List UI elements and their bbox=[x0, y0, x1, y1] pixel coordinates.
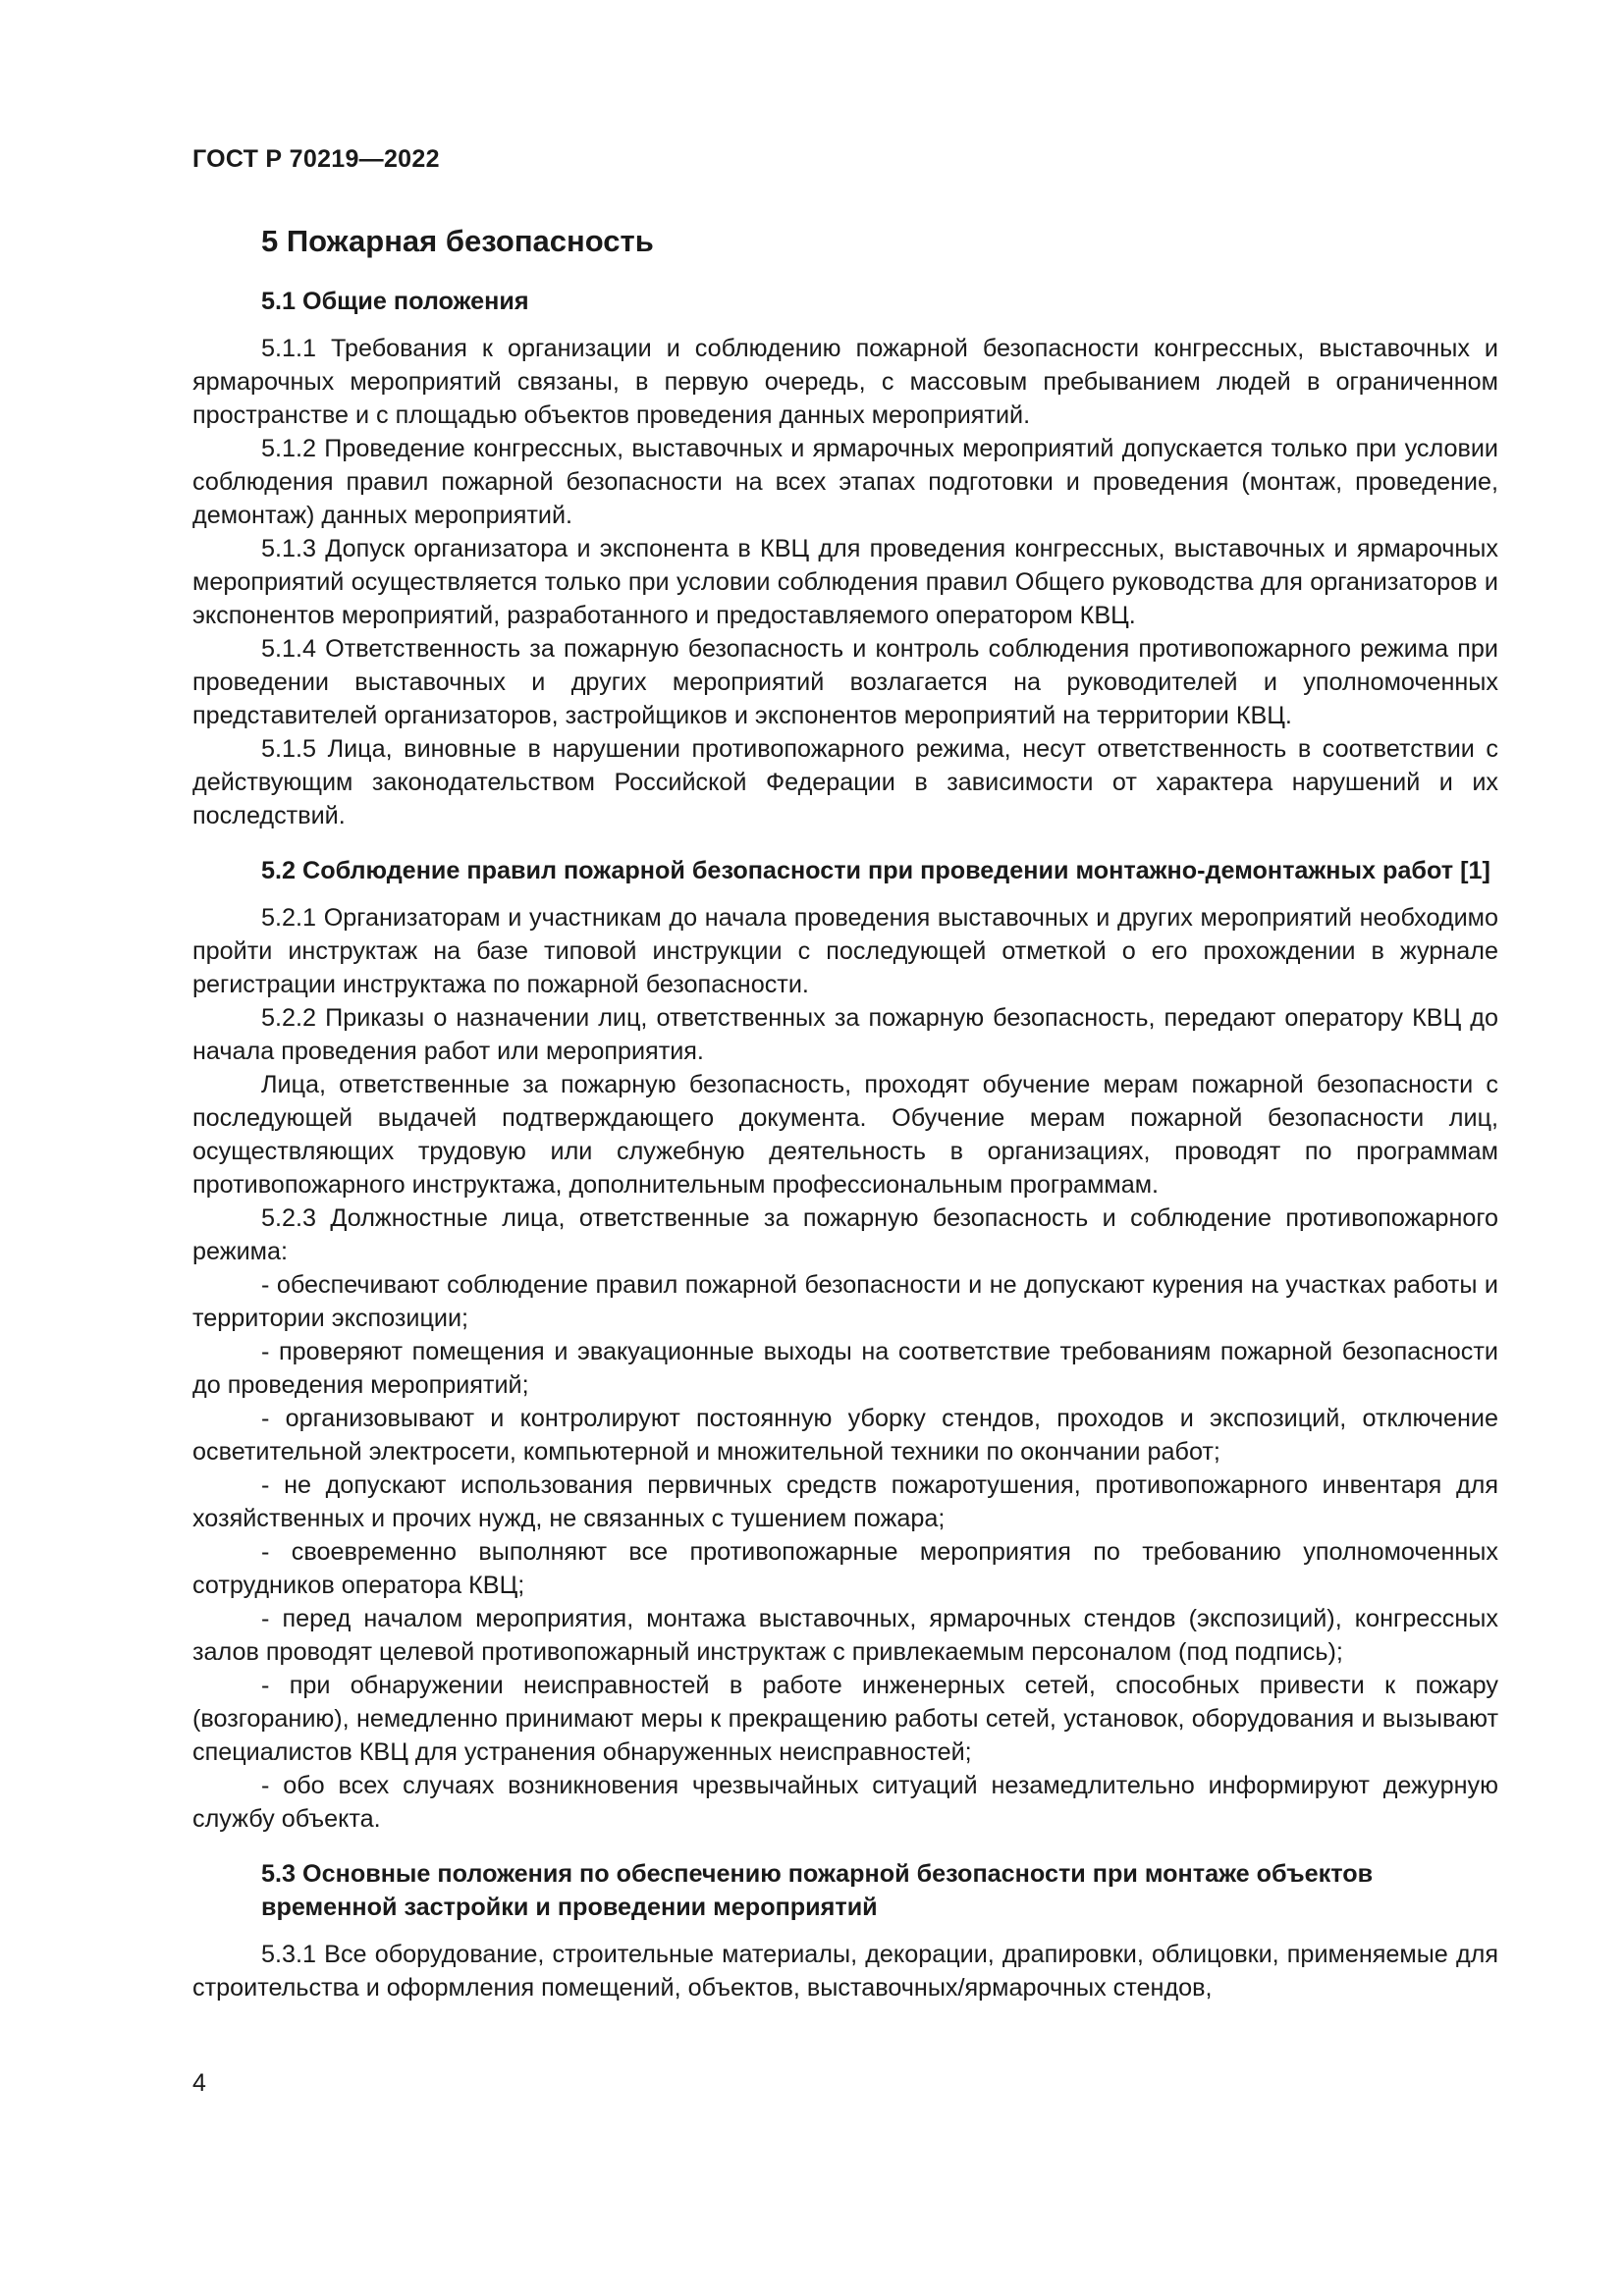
list-item: - обо всех случаях возникновения чрезвычайных ситуаций незамедлительно информируют дежурную службу объекта. bbox=[192, 1772, 1498, 1833]
paragraph-5-1-1: 5.1.1 Требования к организации и соблюдению пожарной безопасности конгрессных, выставочных и ярмарочных мероприятий связаны, в первую очередь, с массовым пребыванием людей в ограниченном пространстве и с площадью объектов проведения данных мероприятий. bbox=[192, 335, 1498, 429]
list-item: - организовывают и контролируют постоянную уборку стендов, проходов и экспозиций, отключение осветительной электросети, компьютерной и множительной техники по окончании работ; bbox=[192, 1405, 1498, 1466]
list-item: - проверяют помещения и эвакуационные выходы на соответствие требованиям пожарной безопасности до проведения мероприятий; bbox=[192, 1338, 1498, 1399]
paragraph-5-2-2: 5.2.2 Приказы о назначении лиц, ответственных за пожарную безопасность, передают оператору КВЦ до начала проведения работ или мероприятия. bbox=[192, 1004, 1498, 1065]
list-item: - обеспечивают соблюдение правил пожарной безопасности и не допускают курения на участках работы и территории экспозиции; bbox=[192, 1271, 1498, 1332]
paragraph-5-2-1: 5.2.1 Организаторам и участникам до начала проведения выставочных и других мероприятий необходимо пройти инструктаж на базе типовой инструкции с последующей отметкой о его прохождении в журнале регистрации инструктажа по пожарной безопасности. bbox=[192, 904, 1498, 998]
paragraph-5-1-3: 5.1.3 Допуск организатора и экспонента в КВЦ для проведения конгрессных, выставочных и ярмарочных мероприятий осуществляется только при условии соблюдения правил Общего руководства для организаторов и экспонентов мероприятий, разработанного и предоставляемого оператором КВЦ. bbox=[192, 535, 1498, 629]
subheading-5-3: 5.3 Основные положения по обеспечению пожарной безопасности при монтаже объектов временной застройки и проведении мероприятий bbox=[261, 1860, 1374, 1921]
paragraph-5-1-2: 5.1.2 Проведение конгрессных, выставочных и ярмарочных мероприятий допускается только при условии соблюдения правил пожарной безопасности на всех этапах подготовки и проведения (монтаж, проведение, демонтаж) данных мероприятий. bbox=[192, 435, 1498, 529]
subheading-5-2: 5.2 Соблюдение правил пожарной безопасности при проведении монтажно-демонтажных работ [1] bbox=[261, 857, 1490, 884]
subheading-5-1: 5.1 Общие положения bbox=[261, 288, 529, 315]
paragraph-5-1-5: 5.1.5 Лица, виновные в нарушении противопожарного режима, несут ответственность в соответствии с действующим законодательством Российской Федерации в зависимости от характера нарушений и их последствий. bbox=[192, 735, 1498, 829]
paragraph-5-2-2-cont: Лица, ответственные за пожарную безопасность, проходят обучение мерам пожарной безопасности с последующей выдачей подтверждающего документа. Обучение мерам пожарной безопасности лиц, осуществляющих трудовую или служебную деятельность в организациях, проводят по программам противопожарного инструктажа, дополнительным профессиональным программам. bbox=[192, 1071, 1498, 1199]
list-item: - своевременно выполняют все противопожарные мероприятия по требованию уполномоченных сотрудников оператора КВЦ; bbox=[192, 1538, 1498, 1599]
list-item: - перед началом мероприятия, монтажа выставочных, ярмарочных стендов (экспозиций), конгрессных залов проводят целевой противопожарный инструктаж с привлекаемым персоналом (под подпись); bbox=[192, 1605, 1498, 1666]
paragraph-5-2-3: 5.2.3 Должностные лица, ответственные за пожарную безопасность и соблюдение противопожарного режима: bbox=[192, 1204, 1498, 1265]
page-number: 4 bbox=[192, 2069, 206, 2097]
list-item: - при обнаружении неисправностей в работе инженерных сетей, способных привести к пожару (возгоранию), немедленно принимают меры к прекращению работы сетей, установок, оборудования и вызывают специалистов КВЦ для устранения обнаруженных неисправностей; bbox=[192, 1672, 1498, 1766]
paragraph-5-3-1: 5.3.1 Все оборудование, строительные материалы, декорации, драпировки, облицовки, применяемые для строительства и оформления помещений, объектов, выставочных/ярмарочных стендов, bbox=[192, 1941, 1498, 2002]
section-title: 5 Пожарная безопасность bbox=[261, 224, 654, 258]
document-code: ГОСТ Р 70219—2022 bbox=[192, 145, 440, 173]
list-item: - не допускают использования первичных средств пожаротушения, противопожарного инвентаря для хозяйственных и прочих нужд, не связанных с тушением пожара; bbox=[192, 1471, 1498, 1532]
paragraph-5-1-4: 5.1.4 Ответственность за пожарную безопасность и контроль соблюдения противопожарного режима при проведении выставочных и других мероприятий возлагается на руководителей и уполномоченных представителей организаторов, застройщиков и экспонентов мероприятий на территории КВЦ. bbox=[192, 635, 1498, 729]
document-body bbox=[192, 285, 1498, 2004]
